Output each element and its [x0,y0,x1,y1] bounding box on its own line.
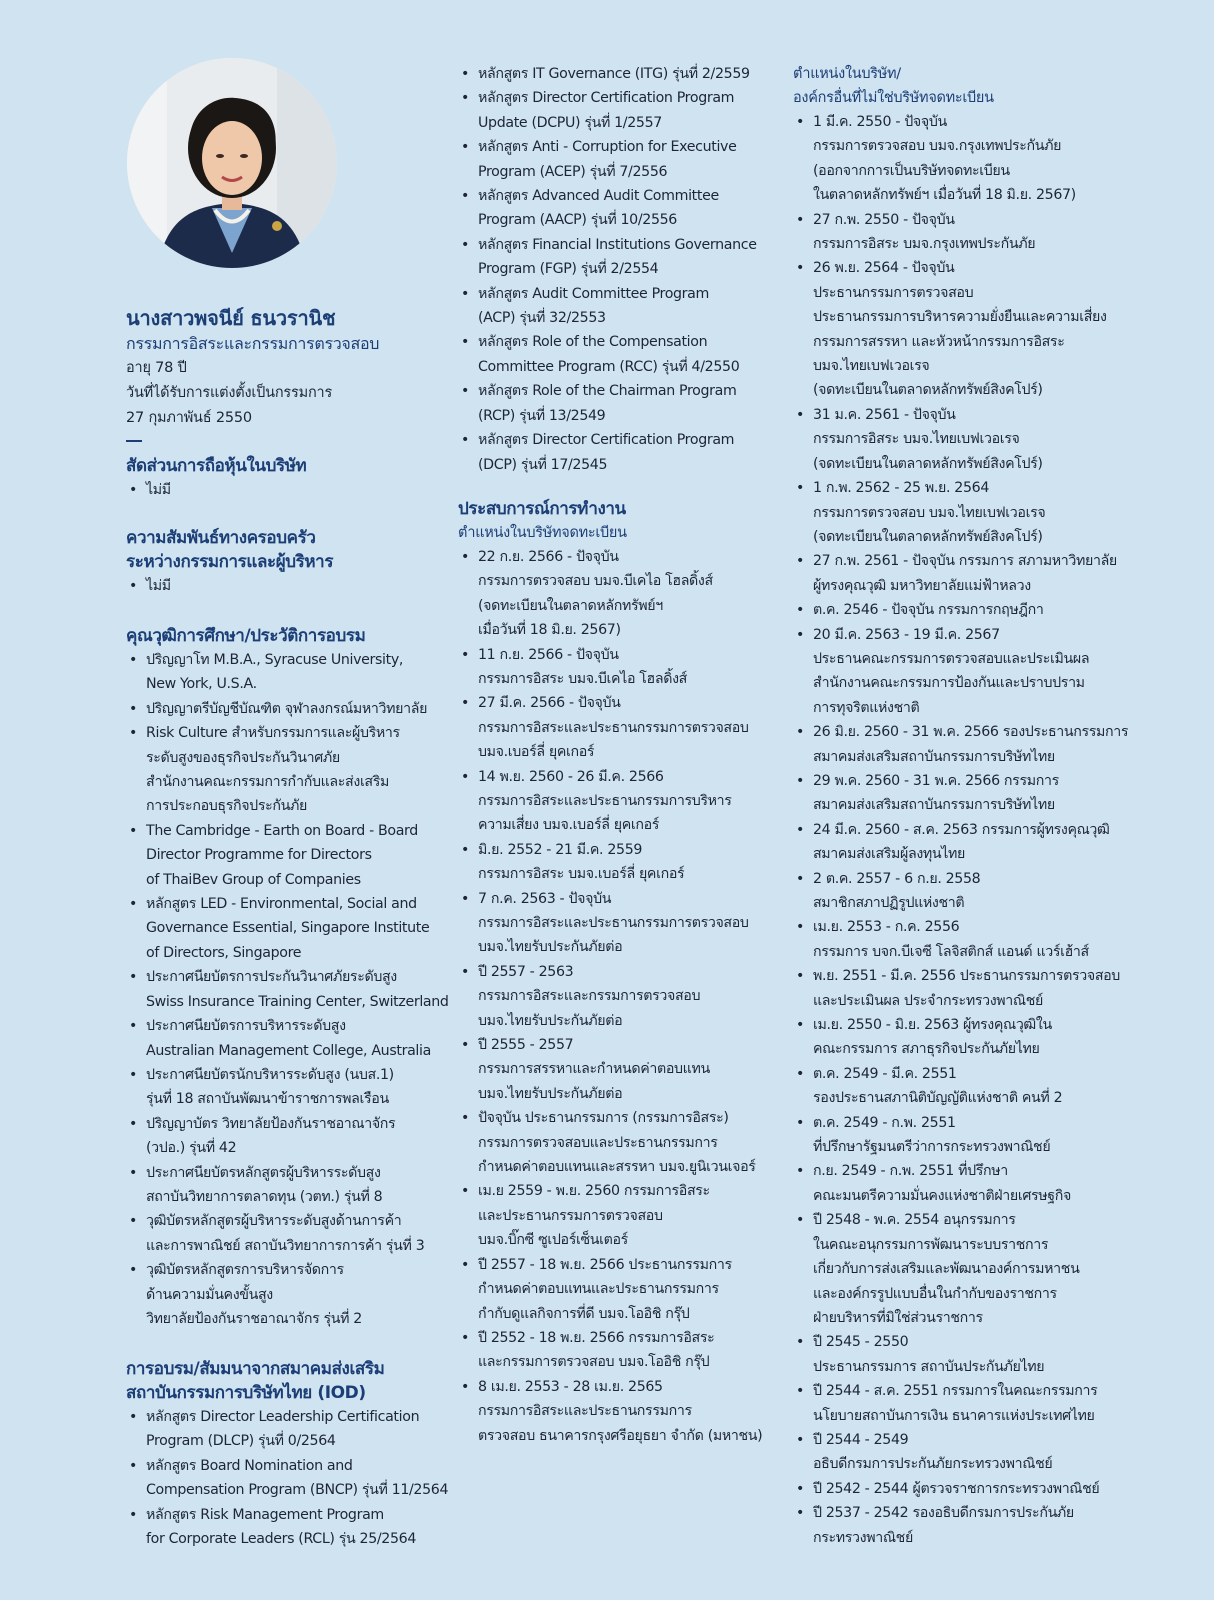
list-item-line: กรรมการอิสระ บมจ.ไทยเบฟเวอเรจ [813,431,1020,448]
list-item [126,648,446,697]
list-item [458,1326,780,1375]
list-item-line: วิทยาลัยป้องกันราชอาณาจักร รุ่นที่ 2 [146,1310,362,1327]
list-item-line: และประเมินผล ประจำกระทรวงพาณิชย์ [813,992,1043,1009]
list-item-line: กระทรวงพาณิชย์ [813,1529,913,1546]
iod-title-line2: สถาบันกรรมการบริษัทไทย (IOD) [126,1383,366,1403]
list-item [126,697,446,721]
list-item-line: • วุฒิบัตรหลักสูตรการบริหารจัดการ [146,1262,344,1279]
list-item [458,1179,780,1252]
list-item-line: คณะกรรมการ สภาธุรกิจประกันภัยไทย [813,1041,1040,1058]
list-item-line: for Corporate Leaders (RCL) รุ่น 25/2564 [146,1531,417,1548]
list-item-line: บมจ.ไทยรับประกันภัยต่อ [478,1085,623,1102]
list-item-line: (RCP) รุ่นที่ 13/2549 [478,407,606,424]
list-item-line: และกรรมการตรวจสอบ บมจ.โออิชิ กรุ๊ป [478,1354,710,1371]
list-item [793,476,1123,549]
list-item-line: (จดทะเบียนในตลาดหลักทรัพย์สิงคโปร์) [813,382,1043,399]
list-item [793,964,1123,1013]
listed-companies-title: ตำแหน่งในบริษัทจดทะเบียน [458,524,627,541]
list-item-line: • หลักสูตร Role of the Compensation [478,334,708,351]
right-column [793,62,1129,1550]
list-item-line: of Directors, Singapore [146,944,302,961]
list-item [793,1330,1123,1379]
list-item [126,965,449,1014]
list-item-line: • ปี 2557 - 2563 [478,963,574,980]
list-item-line: • หลักสูตร Board Nomination and [146,1457,353,1474]
list-item [793,1159,1123,1208]
list-item-line: ความเสี่ยง บมจ.เบอร์ลี่ ยุคเกอร์ [478,817,660,834]
list-item [126,574,446,598]
list-item-line: • ประกาศนียบัตรการบริหารระดับสูง [146,1018,346,1035]
list-item-line: • ไม่มี [146,482,171,498]
list-item [793,1111,1123,1160]
list-item-line: • 14 พ.ย. 2560 - 26 มี.ค. 2566 [478,768,664,785]
list-item-line: • ปี 2548 - พ.ค. 2554 อนุกรรมการ [813,1212,1016,1229]
middle-column [458,62,780,1448]
list-item-line: • ประกาศนียบัตรหลักสูตรผู้บริหารระดับสูง [146,1164,381,1181]
list-item-line: • หลักสูตร Advanced Audit Committee [478,188,719,205]
education-title: คุณวุฒิการศึกษา/ประวัติการอบรม [126,626,366,646]
list-item [793,1501,1123,1550]
family-title-line1: ความสัมพันธ์ทางครอบครัว [126,528,316,548]
list-item-line: สมาคมส่งเสริมสถาบันกรรมการบริษัทไทย [813,797,1055,814]
director-age: อายุ 78 ปี [126,360,187,376]
list-item-line: กรรมการอิสระและกรรมการตรวจสอบ [478,988,701,1005]
list-item-line: • ปริญญาตรีบัญชีบัณฑิต จุฬาลงกรณ์มหาวิทยาลัย [146,700,428,717]
list-item-line: ระดับสูงของธุรกิจประกันวินาศภัย [146,749,340,766]
list-item-line: กรรมการอิสระและประธานกรรมการตรวจสอบ [478,915,749,931]
list-item-line: ผู้ทรงคุณวุฒิ มหาวิทยาลัยแม่ฟ้าหลวง [813,577,1031,594]
education-list [126,648,449,1331]
list-item [458,960,780,1033]
list-item-line: • 24 มี.ค. 2560 - ส.ค. 2563 กรรมการผู้ทรงคุณวุฒิ [813,821,1110,838]
experience-title: ประสบการณ์การทำงาน [458,498,626,519]
list-item-line: Australian Management College, Australia [146,1042,431,1059]
list-item-line: • ปริญญาโท M.B.A., Syracuse University, [146,652,404,668]
list-item-line: Committee Program (RCC) รุ่นที่ 4/2550 [478,358,740,375]
list-item-line: ในคณะอนุกรรมการพัฒนาระบบราชการ [813,1236,1049,1253]
list-item-line: กรรมการอิสระ บมจ.กรุงเทพประกันภัย [813,236,1036,253]
list-item-line: (จดทะเบียนในตลาดหลักทรัพย์ฯ [478,597,663,614]
list-item-line: บมจ.เบอร์ลี่ ยุคเกอร์ [478,744,595,761]
list-item [793,720,1129,769]
list-item [458,1033,780,1106]
list-item [793,1208,1123,1330]
list-item [126,721,446,819]
list-item [458,86,780,135]
list-item [793,1477,1123,1501]
list-item [458,1253,780,1326]
list-item-line: Program (DLCP) รุ่นที่ 0/2564 [146,1433,336,1450]
list-item-line: สำนักงานคณะกรรมการป้องกันและปราบปราม [813,675,1085,692]
iod-section [126,1357,449,1551]
list-item-line: (จดทะเบียนในตลาดหลักทรัพย์สิงคโปร์) [813,455,1043,472]
list-item [126,1063,446,1112]
shareholding-section [126,454,446,502]
list-item-line: Program (AACP) รุ่นที่ 10/2556 [478,212,677,229]
list-item-line: • 20 มี.ค. 2563 - 19 มี.ค. 2567 [813,626,1000,643]
list-item-line: Governance Essential, Singapore Institute [146,920,430,937]
list-item [458,765,780,838]
list-item [126,1112,446,1161]
list-item [458,887,780,960]
list-item-line: • The Cambridge - Earth on Board - Board [146,822,418,839]
list-item [793,598,1123,622]
list-item [793,623,1123,721]
list-item-line: การประกอบธุรกิจประกันภัย [146,798,307,815]
list-item [458,1375,780,1448]
list-item-line: ที่ปรึกษารัฐมนตรีว่าการกระทรวงพาณิชย์ [813,1139,1051,1156]
list-item-line: ตรวจสอบ ธนาคารกรุงศรีอยุธยา จำกัด (มหาชน) [478,1427,763,1444]
list-item-line: (วปอ.) รุ่นที่ 42 [146,1140,237,1157]
list-item-line: ด้านความมั่นคงขั้นสูง [146,1286,273,1303]
list-item-line: กรรมการตรวจสอบ บมจ.กรุงเทพประกันภัย [813,138,1062,155]
other-orgs-title-line2: องค์กรอื่นที่ไม่ใช่บริษัทจดทะเบียน [793,90,994,106]
list-item-line: • ปี 2545 - 2550 [813,1334,909,1351]
list-item-line: ฝ่ายบริหารที่มิใช่ส่วนราชการ [813,1309,983,1326]
list-item-line: ประธานกรรมการบริหารความยั่งยืนและความเสี่ยง [813,309,1107,326]
list-item-line: • ประกาศนียบัตรนักบริหารระดับสูง (นบส.1) [146,1066,394,1083]
list-item-line: กรรมการ บจก.บีเจซี โลจิสติกส์ แอนด์ แวร์เฮ้าส์ [813,943,1089,960]
list-item-line: • หลักสูตร Role of the Chairman Program [478,383,737,400]
list-item-line: กรรมการสรรหาและกำหนดค่าตอบแทน [478,1061,710,1078]
list-item-line: • หลักสูตร Director Leadership Certification [146,1409,420,1425]
list-item-line: • เม.ย. 2553 - ก.ค. 2556 [813,919,960,936]
list-item [793,1379,1123,1428]
list-item-line: • 27 ก.พ. 2550 - ปัจจุบัน [813,211,955,228]
list-item [126,1209,446,1258]
list-item-line: กรรมการอิสระ บมจ.เบอร์ลี่ ยุคเกอร์ [478,866,685,883]
appointed-date: 27 กุมภาพันธ์ 2550 [126,410,252,426]
list-item-line: • หลักสูตร IT Governance (ITG) รุ่นที่ 2/2559 [478,66,750,82]
experience-section [458,497,780,1448]
list-item-line: • 1 มี.ค. 2550 - ปัจจุบัน [813,114,947,130]
list-item-line: สมาคมส่งเสริมผู้ลงทุนไทย [813,846,966,863]
list-item-line: Program (FGP) รุ่นที่ 2/2554 [478,261,659,278]
list-item-line: กำหนดค่าตอบแทนและสรรหา บมจ.ยูนิเวนเจอร์ [478,1159,756,1176]
list-item-line: • 2 ต.ค. 2557 - 6 ก.ย. 2558 [813,870,981,887]
list-item-line: การทุจริตแห่งชาติ [813,699,920,716]
list-item [126,1405,446,1454]
list-item-line: นโยบายสถาบันการเงิน ธนาคารแห่งประเทศไทย [813,1407,1095,1424]
list-item-line: • ปี 2544 - 2549 [813,1431,909,1448]
list-item [458,184,780,233]
list-item [458,643,780,692]
list-item-line: • 11 ก.ย. 2566 - ปัจจุบัน [478,646,619,663]
list-item [793,818,1123,867]
list-item [458,379,780,428]
list-item-line: • หลักสูตร Director Certification Program [478,90,735,107]
shareholding-title: สัดส่วนการถือหุ้นในบริษัท [126,456,307,476]
list-item-line: Compensation Program (BNCP) รุ่นที่ 11/2564 [146,1482,449,1499]
list-item [458,135,780,184]
list-item-line: • ต.ค. 2549 - ก.พ. 2551 [813,1114,956,1131]
list-item-line: • ปัจจุบัน ประธานกรรมการ (กรรมการอิสระ) [478,1110,729,1127]
list-item-line: • ปี 2544 - ส.ค. 2551 กรรมการในคณะกรรมการ [813,1383,1098,1400]
list-item-line: • 1 ก.พ. 2562 - 25 พ.ย. 2564 [813,480,990,497]
list-item [126,892,446,965]
list-item-line: • หลักสูตร Financial Institutions Governance [478,236,757,253]
other-orgs-list [793,110,1129,1550]
list-item-line: • 27 มี.ค. 2566 - ปัจจุบัน [478,695,621,712]
list-item [126,1014,446,1063]
list-item-line: of ThaiBev Group of Companies [146,871,361,888]
list-item-line: • 8 เม.ย. 2553 - 28 เม.ย. 2565 [478,1378,663,1395]
list-item-line: อธิบดีกรมการประกันภัยกระทรวงพาณิชย์ [813,1456,1053,1473]
listed-companies-list [458,545,780,1448]
list-item [793,1428,1123,1477]
list-item-line: ประธานกรรมการ สถาบันประกันภัยไทย [813,1358,1045,1375]
list-item-line: • ปริญญาบัตร วิทยาลัยป้องกันราชอาณาจักร [146,1115,396,1132]
list-item-line: ในตลาดหลักทรัพย์ฯ เมื่อวันที่ 18 มิ.ย. 2567) [813,187,1076,204]
list-item-line: สถาบันวิทยาการตลาดทุน (วตท.) รุ่นที่ 8 [146,1188,383,1205]
list-item-line: • 27 ก.พ. 2561 - ปัจจุบัน กรรมการ สภามหาวิทยาลัย [813,553,1117,570]
list-item-line: Program (ACEP) รุ่นที่ 7/2556 [478,163,668,180]
list-item-line: กรรมการอิสระและประธานกรรมการ [478,1403,692,1420]
shareholding-list [126,478,446,502]
list-item-line: กรรมการตรวจสอบ บมจ.ไทยเบฟเวอเรจ [813,504,1046,521]
list-item [458,233,780,282]
list-item-line: คณะมนตรีความมั่นคงแห่งชาติฝ่ายเศรษฐกิจ [813,1187,1071,1204]
list-item-line: (จดทะเบียนในตลาดหลักทรัพย์สิงคโปร์) [813,528,1043,545]
list-item-line: กรรมการตรวจสอบ บมจ.บีเคไอ โฮลดิ้งส์ [478,573,713,590]
list-item-line: กำกับดูแลกิจการที่ดี บมจ.โออิชิ กรุ๊ป [478,1305,690,1322]
iod-list-part1 [126,1405,449,1551]
list-item-line: • 31 ม.ค. 2561 - ปัจจุบัน [813,406,956,423]
list-item-line: • หลักสูตร Audit Committee Program [478,285,709,302]
portrait-illustration [127,58,337,268]
list-item-line: • หลักสูตร Director Certification Program [478,432,735,449]
list-item [793,403,1123,476]
list-item-line: • ปี 2552 - 18 พ.ย. 2566 กรรมการอิสระ [478,1329,715,1346]
list-item-line: • 26 มิ.ย. 2560 - 31 พ.ค. 2566 รองประธานกรรมการ [813,724,1129,741]
list-item-line: • Risk Culture สำหรับกรรมการและผู้บริหาร [146,725,400,742]
family-list [126,574,446,598]
list-item-line: Director Programme for Directors [146,847,372,864]
list-item-line: • 22 ก.ย. 2566 - ปัจจุบัน [478,548,619,565]
list-item-line: • ปี 2557 - 18 พ.ย. 2566 ประธานกรรมการ [478,1256,732,1273]
list-item [458,545,780,643]
list-item-line: บมจ.ไทยรับประกันภัยต่อ [478,939,623,956]
list-item-line: รองประธานสภานิติบัญญัติแห่งชาติ คนที่ 2 [813,1090,1063,1107]
list-item [793,769,1123,818]
list-item-line: • 7 ก.ค. 2563 - ปัจจุบัน [478,890,612,907]
family-section [126,526,446,598]
list-item [126,1454,449,1503]
list-item-line: • ปี 2537 - 2542 รองอธิบดีกรมการประกันภัย [813,1505,1074,1522]
list-item-line: • ปี 2555 - 2557 [478,1037,574,1054]
list-item-line: • วุฒิบัตรหลักสูตรผู้บริหารระดับสูงด้านการค้า [146,1213,402,1230]
iod-title-line1: การอบรม/สัมมนาจากสมาคมส่งเสริม [126,1359,385,1379]
list-item-line: • ก.ย. 2549 - ก.พ. 2551 ที่ปรึกษา [813,1163,1008,1180]
list-item [458,428,780,477]
list-item-line: กรรมการอิสระและประธานกรรมการบริหาร [478,792,732,809]
list-item-line: • หลักสูตร Anti - Corruption for Executive [478,139,737,156]
list-item-line: • ไม่มี [146,578,171,594]
list-item-line: และประธานกรรมการตรวจสอบ [478,1207,663,1224]
list-item-line: บมจ.ไทยเบฟเวอเรจ [813,358,930,375]
section-divider [126,440,142,442]
list-item-line: เกี่ยวกับการส่งเสริมและพัฒนาองค์การมหาชน [813,1261,1080,1278]
family-title-line2: ระหว่างกรรมการและผู้บริหาร [126,552,334,572]
list-item [793,110,1123,208]
list-item-line: สำนักงานคณะกรรมการกำกับและส่งเสริม [146,774,390,791]
iod-list-part2 [458,62,780,477]
list-item [458,691,780,764]
list-item [126,1161,446,1210]
list-item-line: (DCP) รุ่นที่ 17/2545 [478,456,608,473]
list-item [126,819,446,892]
list-item-line: • ปี 2542 - 2544 ผู้ตรวจราชการกระทรวงพาณิชย์ [813,1480,1100,1497]
list-item-line: และการพาณิชย์ สถาบันวิทยาการการค้า รุ่นที่ 3 [146,1237,425,1254]
list-item [458,838,780,887]
list-item-line: (ACP) รุ่นที่ 32/2553 [478,310,606,327]
list-item-line: ประธานคณะกรรมการตรวจสอบและประเมินผล [813,650,1090,667]
appointed-label: วันที่ได้รับการแต่งตั้งเป็นกรรมการ [126,385,333,401]
list-item-line: • มิ.ย. 2552 - 21 มี.ค. 2559 [478,841,643,858]
list-item-line: รุ่นที่ 18 สถาบันพัฒนาข้าราชการพลเรือน [146,1091,389,1108]
list-item-line: • ต.ค. 2546 - ปัจจุบัน กรรมการกฤษฎีกา [813,602,1044,619]
list-item-line: สมาคมส่งเสริมสถาบันกรรมการบริษัทไทย [813,748,1055,765]
list-item-line: • 26 พ.ย. 2564 - ปัจจุบัน [813,260,955,277]
list-item-line: กรรมการสรรหา และหัวหน้ากรรมการอิสระ [813,333,1065,350]
list-item-line: • หลักสูตร LED - Environmental, Social and [146,896,417,913]
list-item-line: • เม.ย 2559 - พ.ย. 2560 กรรมการอิสระ [478,1183,710,1200]
list-item-line: New York, U.S.A. [146,676,257,693]
list-item-line: • ต.ค. 2549 - มี.ค. 2551 [813,1065,957,1082]
list-item [793,1013,1123,1062]
list-item-line: บมจ.บิ๊กซี ซูเปอร์เซ็นเตอร์ [478,1232,628,1249]
list-item [793,549,1123,598]
list-item [793,256,1123,402]
list-item-line: ประธานกรรมการตรวจสอบ [813,284,974,301]
list-item-line: • ประกาศนียบัตรการประกันวินาศภัยระดับสูง [146,969,397,986]
list-item-line: • พ.ย. 2551 - มี.ค. 2556 ประธานกรรมการตรวจสอบ [813,968,1120,985]
list-item [793,867,1123,916]
list-item [793,915,1123,964]
list-item [793,208,1123,257]
list-item [126,478,446,502]
list-item-line: สมาชิกสภาปฏิรูปแห่งชาติ [813,895,965,911]
list-item-line: และองค์กรรูปแบบอื่นในกำกับของราชการ [813,1285,1057,1302]
list-item-line: (ออกจากการเป็นบริษัทจดทะเบียน [813,162,1010,179]
list-item [126,1503,446,1552]
list-item-line: กรรมการตรวจสอบและประธานกรรมการ [478,1134,718,1151]
list-item-line: เมื่อวันที่ 18 มิ.ย. 2567) [478,622,621,639]
list-item-line: Swiss Insurance Training Center, Switzerland [146,993,449,1010]
other-orgs-title-line1: ตำแหน่งในบริษัท/ [793,66,901,82]
director-position: กรรมการอิสระและกรรมการตรวจสอบ [126,334,380,353]
director-name: นางสาวพจนีย์ ธนวรานิช [126,306,336,330]
list-item [126,1258,446,1331]
list-item-line: • หลักสูตร Risk Management Program [146,1506,384,1523]
list-item [458,330,780,379]
list-item [458,282,780,331]
list-item [458,1106,780,1179]
list-item-line: Update (DCPU) รุ่นที่ 1/2557 [478,114,662,131]
list-item-line: กรรมการอิสระและประธานกรรมการตรวจสอบ [478,719,749,736]
education-section [126,624,449,1331]
list-item-line: กำหนดค่าตอบแทนและประธานกรรมการ [478,1281,719,1298]
list-item-line: กรรมการอิสระ บมจ.บีเคไอ โฮลดิ้งส์ [478,670,687,687]
list-item-line: บมจ.ไทยรับประกันภัยต่อ [478,1012,623,1029]
list-item-line: • 29 พ.ค. 2560 - 31 พ.ค. 2566 กรรมการ [813,772,1059,789]
list-item [458,62,780,86]
list-item-line: • เม.ย. 2550 - มิ.ย. 2563 ผู้ทรงคุณวุฒิใน [813,1017,1052,1034]
list-item [793,1062,1123,1111]
director-portrait [127,58,337,268]
